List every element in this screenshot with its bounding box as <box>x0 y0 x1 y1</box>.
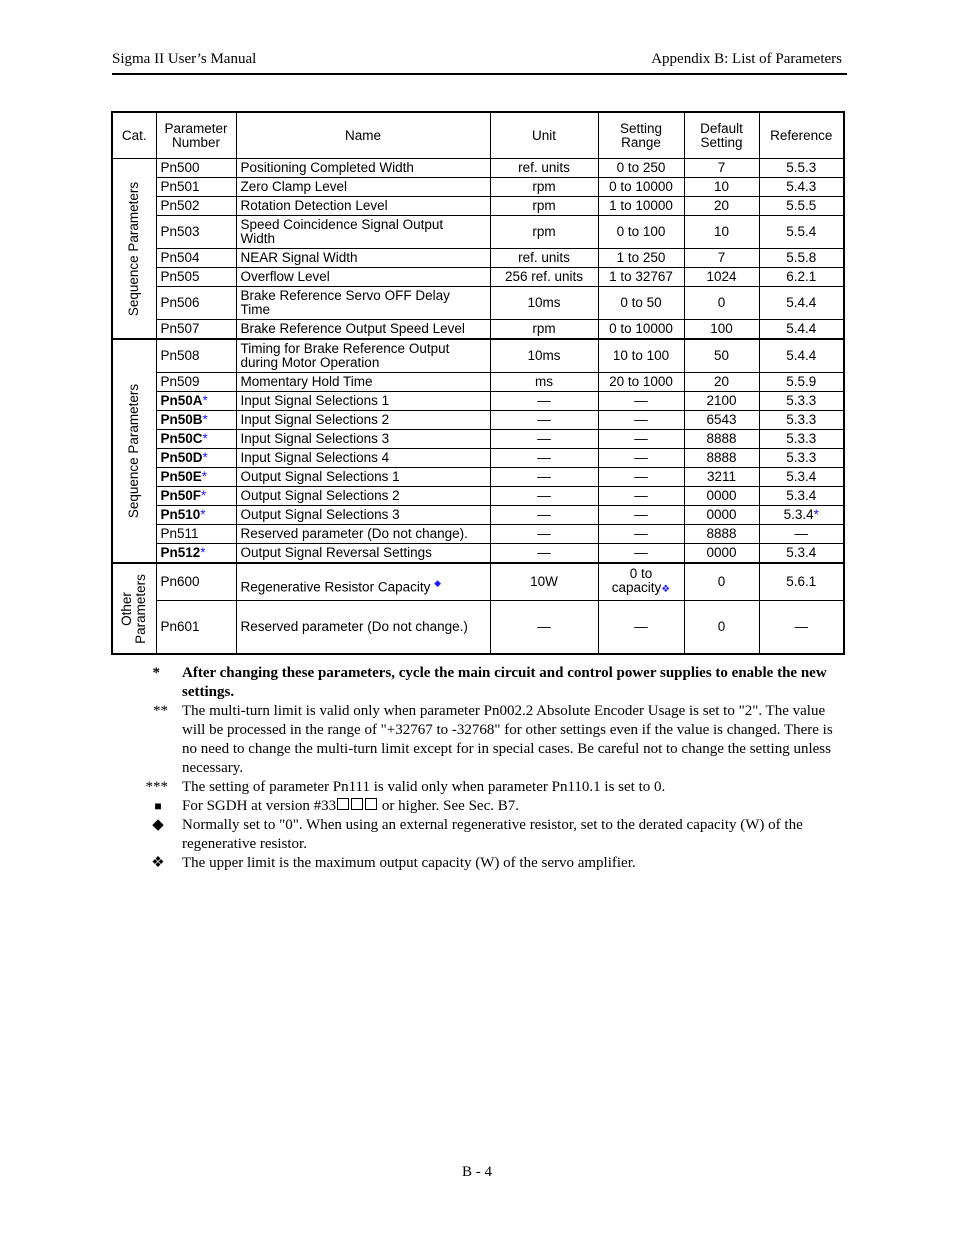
footnote: *** The setting of parameter Pn111 is valid only when parameter Pn110.1 is set to 0. <box>145 779 666 795</box>
header-rule <box>112 73 847 75</box>
diamond-icon: ◆ <box>152 817 164 833</box>
col-header-unit: Unit <box>490 112 598 159</box>
table-row: Pn512* Output Signal Reversal Settings — — 0000 5.3.4 <box>112 544 844 564</box>
table-row: Pn50B* Input Signal Selections 2 — — 6543 5.3.3 <box>112 411 844 430</box>
diamond-icon: ◆ <box>434 577 442 588</box>
square-icon: ■ <box>154 799 162 813</box>
table-header-row <box>112 112 844 159</box>
table-row: Pn601 Reserved parameter (Do not change.) — — 0 — <box>112 601 844 655</box>
table-row: Pn50C* Input Signal Selections 3 — — 8888 5.3.3 <box>112 430 844 449</box>
col-header-param: Parameter Number <box>156 112 236 159</box>
table-row: Pn510* Output Signal Selections 3 — — 0000 5.3.4* <box>112 506 844 525</box>
table-row: Pn503 Speed Coincidence Signal Output Width rpm 0 to 100 10 5.5.4 <box>112 216 844 249</box>
table-row: Pn50A* Input Signal Selections 1 — — 2100 5.3.3 <box>112 392 844 411</box>
table-row: Pn504 NEAR Signal Width ref. units 1 to 250 7 5.5.8 <box>112 249 844 268</box>
table-row: Pn509 Momentary Hold Time ms 20 to 1000 20 5.5.9 <box>112 373 844 392</box>
table-row: Pn502 Rotation Detection Level rpm 1 to 10000 20 5.5.5 <box>112 197 844 216</box>
col-header-cat: Cat. <box>112 112 156 159</box>
page-number: B - 4 <box>462 1164 492 1180</box>
table-row: Pn511 Reserved parameter (Do not change). — — 8888 — <box>112 525 844 544</box>
category-sequence-2: Sequence Parameters <box>112 339 156 563</box>
section-title: Appendix B: List of Parameters <box>651 51 842 67</box>
col-header-range: Setting Range <box>598 112 684 159</box>
parameter-table <box>111 111 845 655</box>
manual-title: Sigma II User’s Manual <box>112 51 257 67</box>
diamond-ornament-icon: ❖ <box>661 584 671 595</box>
table-row: Pn507 Brake Reference Output Speed Level rpm 0 to 10000 100 5.4.4 <box>112 320 844 340</box>
table-row: Pn50F* Output Signal Selections 2 — — 0000 5.3.4 <box>112 487 844 506</box>
table-row: Pn50E* Output Signal Selections 1 — — 3211 5.3.4 <box>112 468 844 487</box>
table-row: Other Parameters Pn600 Regenerative Resistor Capacity ◆ 10W 0 to capacity❖ 0 5.6.1 <box>112 563 844 601</box>
col-header-name: Name <box>236 112 490 159</box>
footnotes <box>140 664 840 873</box>
table-row: Pn501 Zero Clamp Level rpm 0 to 10000 10 5.4.3 <box>112 178 844 197</box>
footnote: ** The multi-turn limit is valid only when parameter Pn002.2 Absolute Encoder Usage is set to "2". The value will be processed in the range of "+32767 to -32768" for other settings even if the value is changed. There is no need to change the multi-turn limit except for in special cases. Be careful not to change the setting unless necessary. <box>153 703 833 776</box>
col-header-default: Default Setting <box>684 112 759 159</box>
diamond-ornament-icon: ❖ <box>151 855 165 871</box>
footnote: ◆ Normally set to "0". When using an external regenerative resistor, set to the derated capacity (W) of the regenerative resistor. <box>140 816 840 854</box>
table-row: Sequence Parameters Pn500 Positioning Completed Width ref. units 0 to 250 7 5.5.3 <box>112 159 844 178</box>
footnote: * After changing these parameters, cycle the main circuit and control power supplies to enable the new settings. <box>152 665 827 700</box>
table-row: Sequence Parameters Pn508 Timing for Brake Reference Output during Motor Operation 10ms 10 to 100 50 5.4.4 <box>112 339 844 373</box>
footnote: ■ For SGDH at version #33 or higher. See Sec. B7. <box>140 797 840 816</box>
category-other: Other Parameters <box>112 563 156 654</box>
footnote: ❖ The upper limit is the maximum output capacity (W) of the servo amplifier. <box>140 854 840 873</box>
category-sequence-1: Sequence Parameters <box>112 159 156 340</box>
table-row: Pn506 Brake Reference Servo OFF Delay Time 10ms 0 to 50 0 5.4.4 <box>112 287 844 320</box>
table-row: Pn50D* Input Signal Selections 4 — — 8888 5.3.3 <box>112 449 844 468</box>
col-header-ref: Reference <box>759 112 844 159</box>
table-row: Pn505 Overflow Level 256 ref. units 1 to 32767 1024 6.2.1 <box>112 268 844 287</box>
